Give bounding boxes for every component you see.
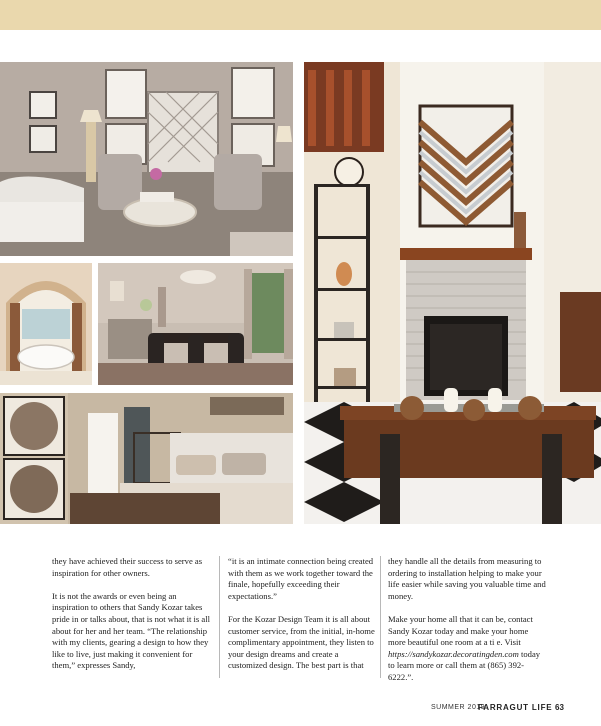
fireplace-room-photo xyxy=(304,62,601,524)
column-divider xyxy=(380,556,381,678)
dining-room-photo xyxy=(98,263,293,385)
column-3-paragraph-2 xyxy=(388,614,548,684)
bathroom-photo xyxy=(0,263,92,385)
column-1-paragraph-2: It is not the awards or even being an inspiration to others that Sandy Kozar takes pride in or talks about, that is not what it is all about for her and her team. “The relationship with my clients, gearing a design to how they like to live, just making it convenient for them,” expresses Sandy, xyxy=(52,590,211,671)
column-1-paragraph-1: they have achieved their success to serve as inspiration for other owners. xyxy=(52,556,203,578)
article-column-2 xyxy=(228,556,375,684)
website-link[interactable]: https://sandykozar.decoratingden.com xyxy=(388,648,519,659)
bedroom-photo xyxy=(0,393,293,524)
article-column-1 xyxy=(52,556,212,684)
page-footer xyxy=(0,704,601,718)
header-color-band xyxy=(0,0,601,30)
page-number: 63 xyxy=(555,703,564,712)
column-divider xyxy=(219,556,220,678)
column-2-paragraph-1: “it is an intimate connection being created with them as we work together toward the finale, hopefully exceeding their expectations.” xyxy=(228,556,374,601)
column-2-paragraph-2: For the Kozar Design Team it is all about customer service, from the initial, in-home complimentary appointment, they listen to your design dreams and create a customized design. The best part is that xyxy=(228,613,375,671)
column-3-paragraph-1: they handle all the details from measuring to ordering to installation helping to make your life easier while saving you valuable time and money. xyxy=(388,556,546,601)
contact-text: Make your home all that it can be, contact Sandy Kozar today and make your home more beautiful one room at a ti e. Visit xyxy=(388,613,533,648)
issue-label: SUMMER 2019 xyxy=(431,704,486,711)
call-text: today to learn more or call them at (865) 392-6222.”. xyxy=(388,648,541,682)
magazine-name: FARRAGUT LIFE xyxy=(478,703,553,712)
article-column-3 xyxy=(388,556,548,695)
living-room-photo xyxy=(0,62,293,256)
